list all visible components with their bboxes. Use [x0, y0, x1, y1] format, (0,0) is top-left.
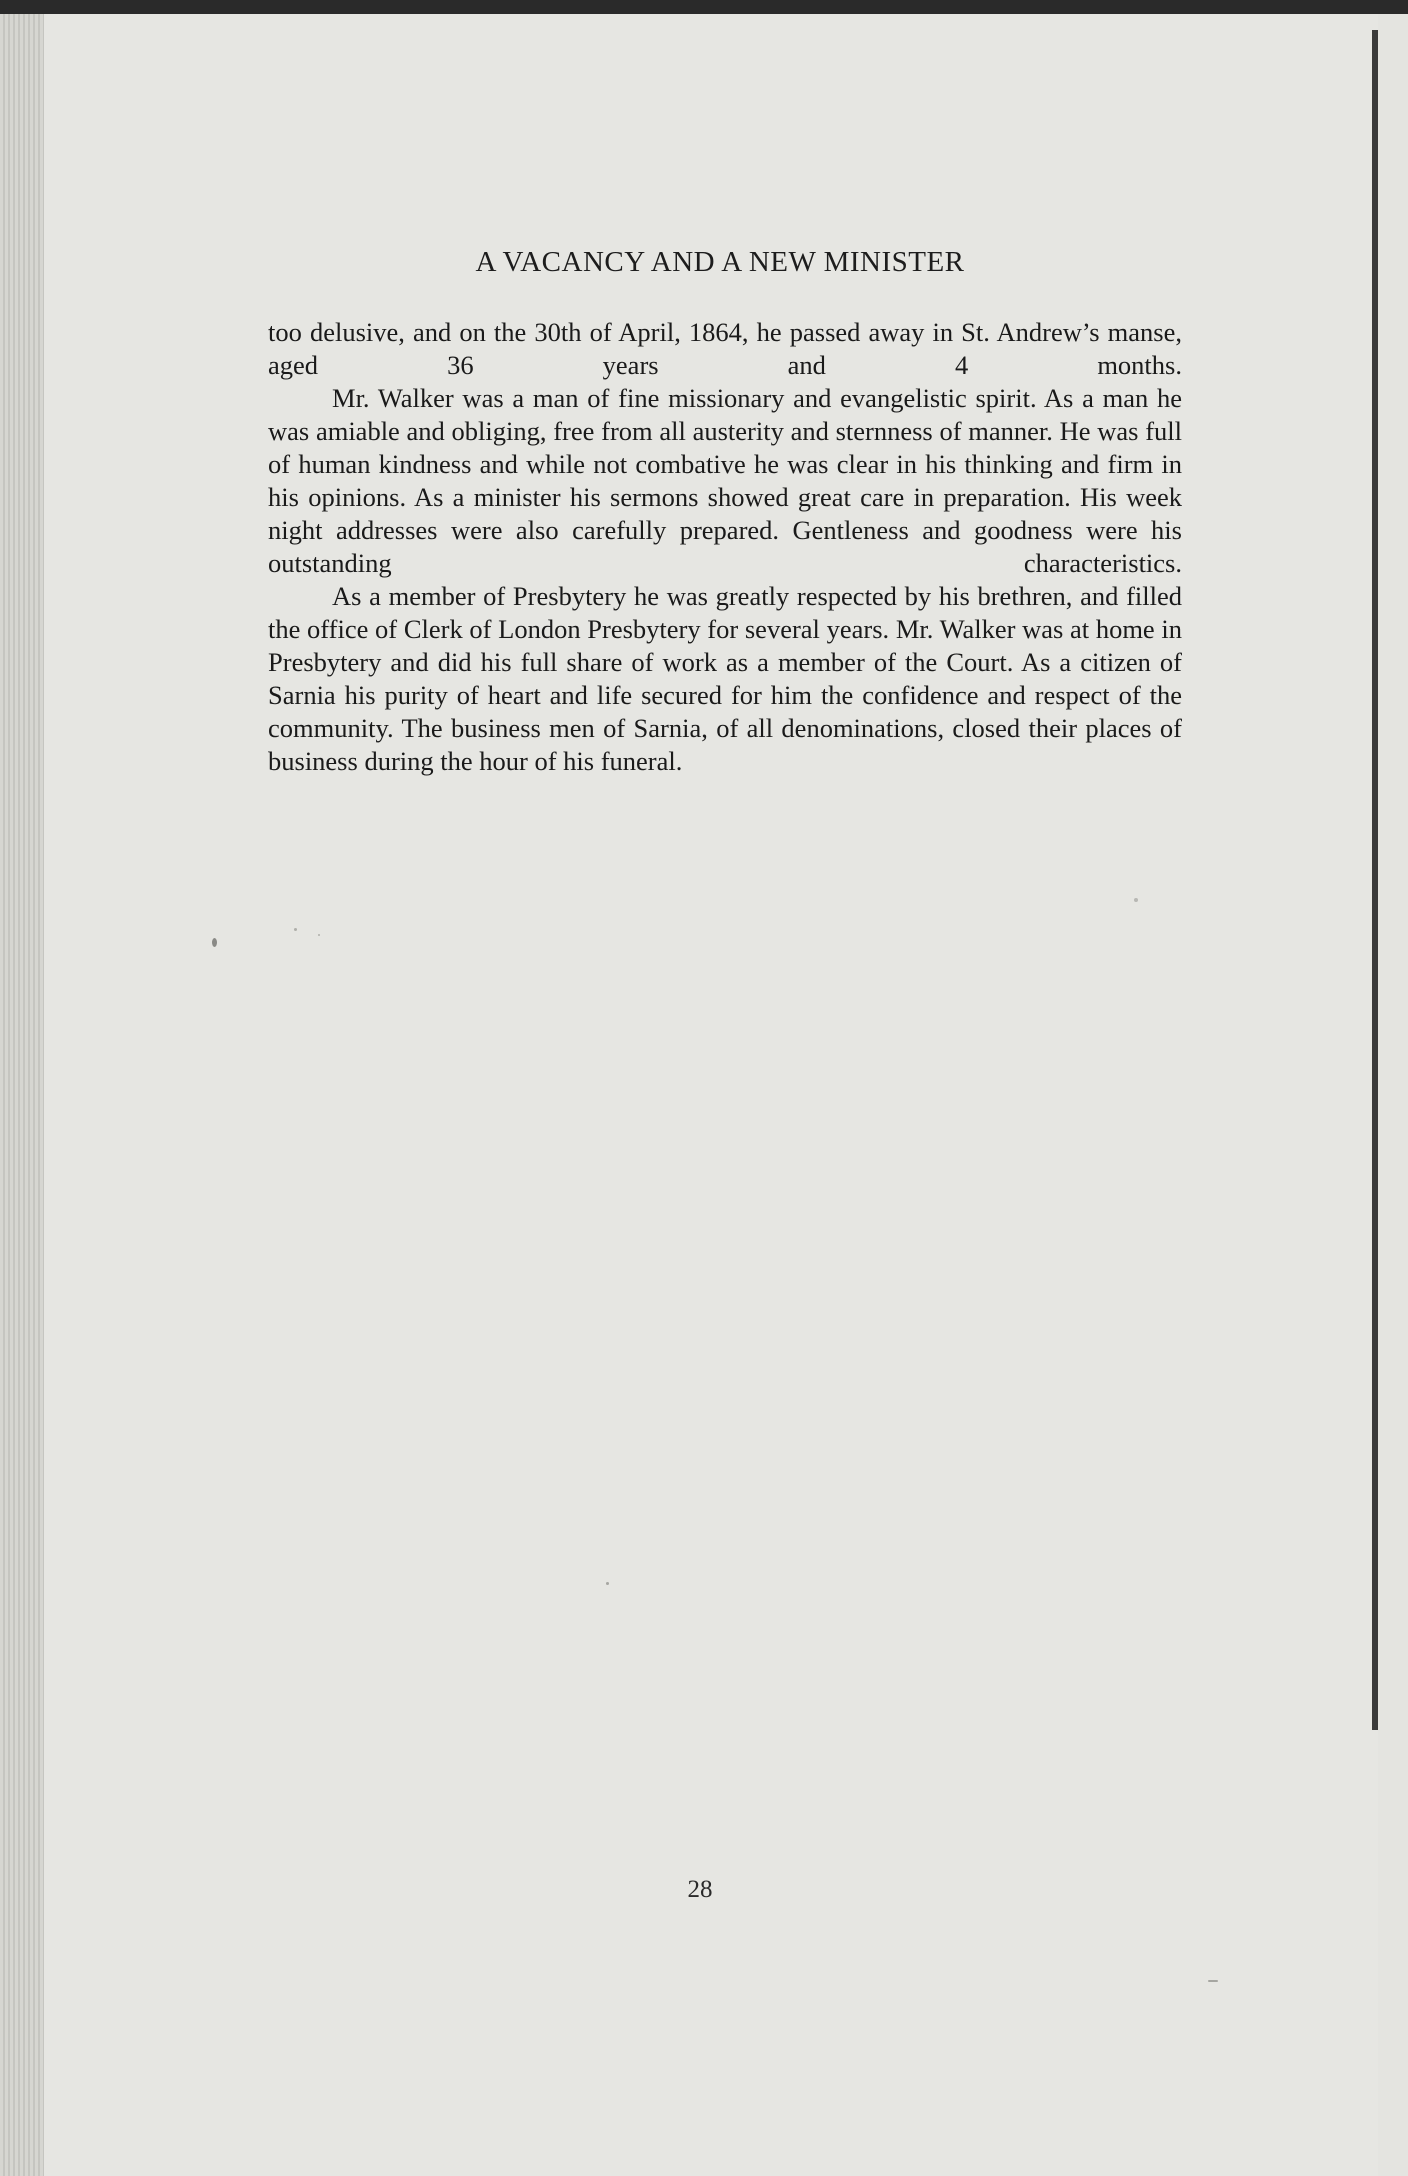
- paper-speck: [212, 938, 217, 947]
- page-number: 28: [687, 1876, 713, 1903]
- page-binding-edge: [0, 14, 44, 2176]
- paragraph-2: Mr. Walker was a man of fine missionary and evangelistic spirit. As a man he was amiable and obliging, free from all austerity and sternness of manner. He was full of human kindness and while not combative he was clear in his thinking and firm in his opinions. As a minister his sermons showed great care in preparation. His week night addresses were also carefully prepared. Gentleness and goodness were his outstanding characteristics.: [268, 383, 1182, 578]
- body-text: [268, 316, 1182, 778]
- paper-speck: [318, 934, 320, 936]
- paper-speck: [294, 928, 297, 931]
- paragraph-3: As a member of Presbytery he was greatly respected by his brethren, and filled the office of Clerk of London Presbytery for several years. Mr. Walker was at home in Presbytery and did his full share of work as a member of the Court. As a citizen of Sarnia his purity of heart and life secured for him the confidence and respect of the community. The business men of Sarnia, of all denominations, closed their places of business during the hour of his funeral.: [268, 581, 1182, 776]
- running-head: A VACANCY AND A NEW MINISTER: [475, 246, 965, 278]
- scan-right-margin: [1378, 14, 1408, 2176]
- paragraph-1: too delusive, and on the 30th of April, 1864, he passed away in St. Andrew’s manse, aged 36 years and 4 months.: [268, 317, 1182, 380]
- page-right-edge: [1372, 30, 1378, 1730]
- paper-speck: [606, 1582, 609, 1585]
- paper-speck: [1208, 1980, 1218, 1982]
- paper-speck: [1134, 898, 1138, 902]
